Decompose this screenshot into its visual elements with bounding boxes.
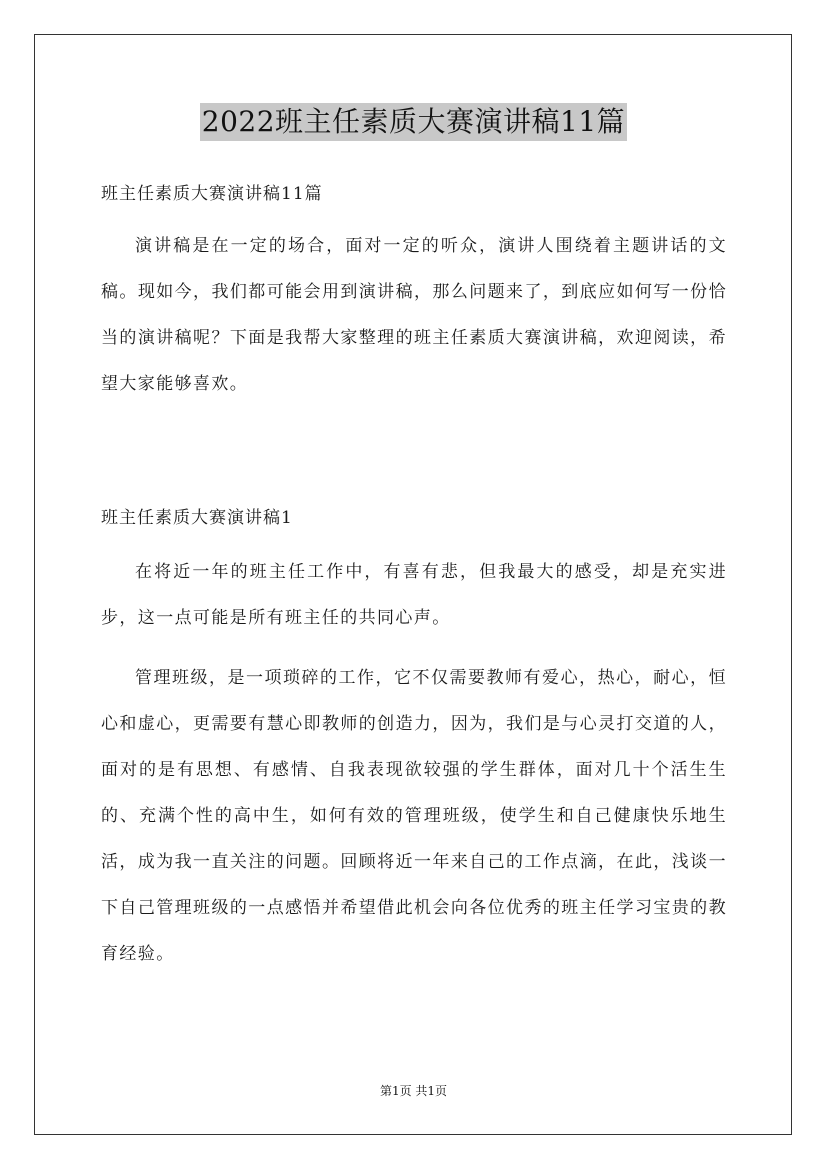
page-footer: 第1页 共1页	[379, 1084, 448, 1098]
title-container	[0, 103, 827, 141]
body-paragraph-2: 管理班级，是一项琐碎的工作，它不仅需要教师有爱心，热心，耐心，恒心和虚心，更需要有慧心即教师的创造力，因为，我们是与心灵打交道的人，面对的是有思想、有感情、自我表现欲较强的学生群体，面对几十个活生生的、充满个性的高中生，如何有效的管理班级，使学生和自己健康快乐地生活，成为我一直关注的问题。回顾将近一年来自己的工作点滴，在此，浅谈一下自己管理班级的一点感悟并希望借此机会向各位优秀的班主任学习宝贵的教育经验。	[101, 668, 727, 964]
intro-paragraph: 演讲稿是在一定的场合，面对一定的听众，演讲人围绕着主题讲话的文稿。现如今，我们都可能会用到演讲稿，那么问题来了，到底应如何写一份恰当的演讲稿呢？下面是我帮大家整理的班主任素质大赛演讲稿，欢迎阅读，希望大家能够喜欢。	[101, 236, 727, 394]
section-heading: 班主任素质大赛演讲稿1	[101, 508, 293, 528]
body-paragraph-1: 在将近一年的班主任工作中，有喜有悲，但我最大的感受，却是充实进步，这一点可能是所有班主任的共同心声。	[101, 562, 727, 628]
document-subtitle: 班主任素质大赛演讲稿11篇	[101, 184, 323, 204]
document-title: 2022班主任素质大赛演讲稿11篇	[200, 103, 627, 141]
